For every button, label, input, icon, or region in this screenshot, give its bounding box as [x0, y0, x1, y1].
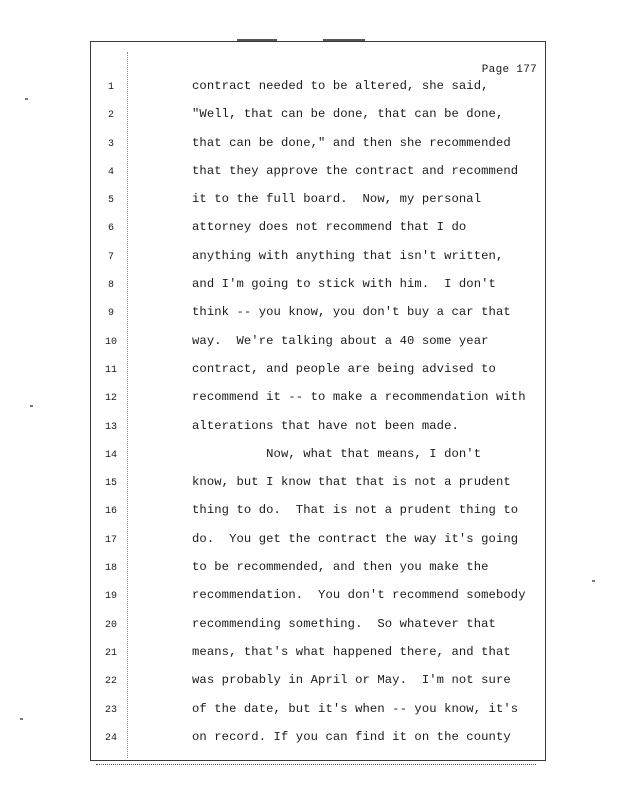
top-edge-mark	[237, 39, 277, 41]
line-number: 11	[104, 364, 117, 376]
line-number: 22	[104, 676, 117, 688]
scan-speck	[592, 580, 595, 582]
line-number: 20	[104, 619, 117, 631]
line-number: 5	[107, 195, 114, 207]
transcript-line: recommend it -- to make a recommendation with	[192, 390, 526, 405]
page-number: Page 177	[481, 64, 537, 76]
transcript-line: recommendation. You don't recommend somebody	[192, 588, 526, 603]
transcript-line: that they approve the contract and recommend	[192, 163, 519, 178]
transcript-line: that can be done," and then she recommended	[192, 135, 511, 150]
line-number: 16	[104, 506, 117, 518]
line-number: 13	[104, 421, 117, 433]
transcript-line: contract, and people are being advised to	[192, 361, 496, 376]
transcript-line: attorney does not recommend that I do	[192, 220, 467, 235]
transcript-line: do. You get the contract the way it's going	[192, 531, 519, 546]
transcript-line: know, but I know that that is not a prudent	[192, 475, 511, 490]
transcript-line: "Well, that can be done, that can be done,	[192, 107, 504, 122]
scan-speck	[25, 98, 28, 100]
transcript-line: was probably in April or May. I'm not sure	[192, 673, 511, 688]
transcript-line: means, that's what happened there, and that	[192, 644, 511, 659]
line-number: 10	[104, 336, 117, 348]
transcript-line: recommending something. So whatever that	[192, 616, 496, 631]
top-edge-mark	[323, 39, 365, 41]
line-number: 1	[107, 82, 114, 93]
transcript-line: think -- you know, you don't buy a car that	[192, 305, 511, 320]
transcript-line: anything with anything that isn't written,	[192, 248, 504, 263]
line-number: 23	[104, 704, 117, 716]
line-number: 4	[107, 166, 114, 178]
line-number: 21	[104, 647, 117, 659]
scan-speck	[30, 405, 33, 407]
line-number: 24	[104, 732, 117, 744]
transcript-line: alterations that have not been made.	[192, 418, 459, 433]
transcript-line: on record. If you can find it on the county	[192, 729, 511, 744]
scan-speck	[20, 718, 23, 720]
margin-rule	[127, 52, 128, 758]
line-number: 17	[104, 534, 117, 546]
line-number: 3	[107, 138, 114, 150]
transcript-line: thing to do. That is not a prudent thing to	[192, 503, 519, 518]
transcript-line: and I'm going to stick with him. I don't	[192, 277, 496, 292]
transcript-line: to be recommended, and then you make the	[192, 560, 489, 575]
line-number: 7	[107, 251, 114, 263]
line-number: 12	[104, 393, 117, 405]
line-number: 19	[104, 591, 117, 603]
line-number: 15	[104, 478, 117, 490]
line-number: 18	[104, 563, 117, 575]
transcript-line: way. We're talking about a 40 some year	[192, 333, 489, 348]
transcript-line: contract needed to be altered, she said,	[192, 79, 489, 93]
line-number: 14	[104, 449, 117, 461]
transcript-line: of the date, but it's when -- you know, it's	[192, 701, 519, 716]
line-number: 6	[107, 223, 114, 235]
bottom-rule	[96, 764, 536, 765]
transcript-line: Now, what that means, I don't	[192, 446, 482, 461]
transcript-line: it to the full board. Now, my personal	[192, 192, 482, 207]
line-number: 2	[107, 110, 114, 122]
line-number: 9	[107, 308, 114, 320]
line-number: 8	[107, 280, 114, 292]
transcript-body	[192, 72, 544, 751]
line-number-column	[99, 74, 123, 753]
